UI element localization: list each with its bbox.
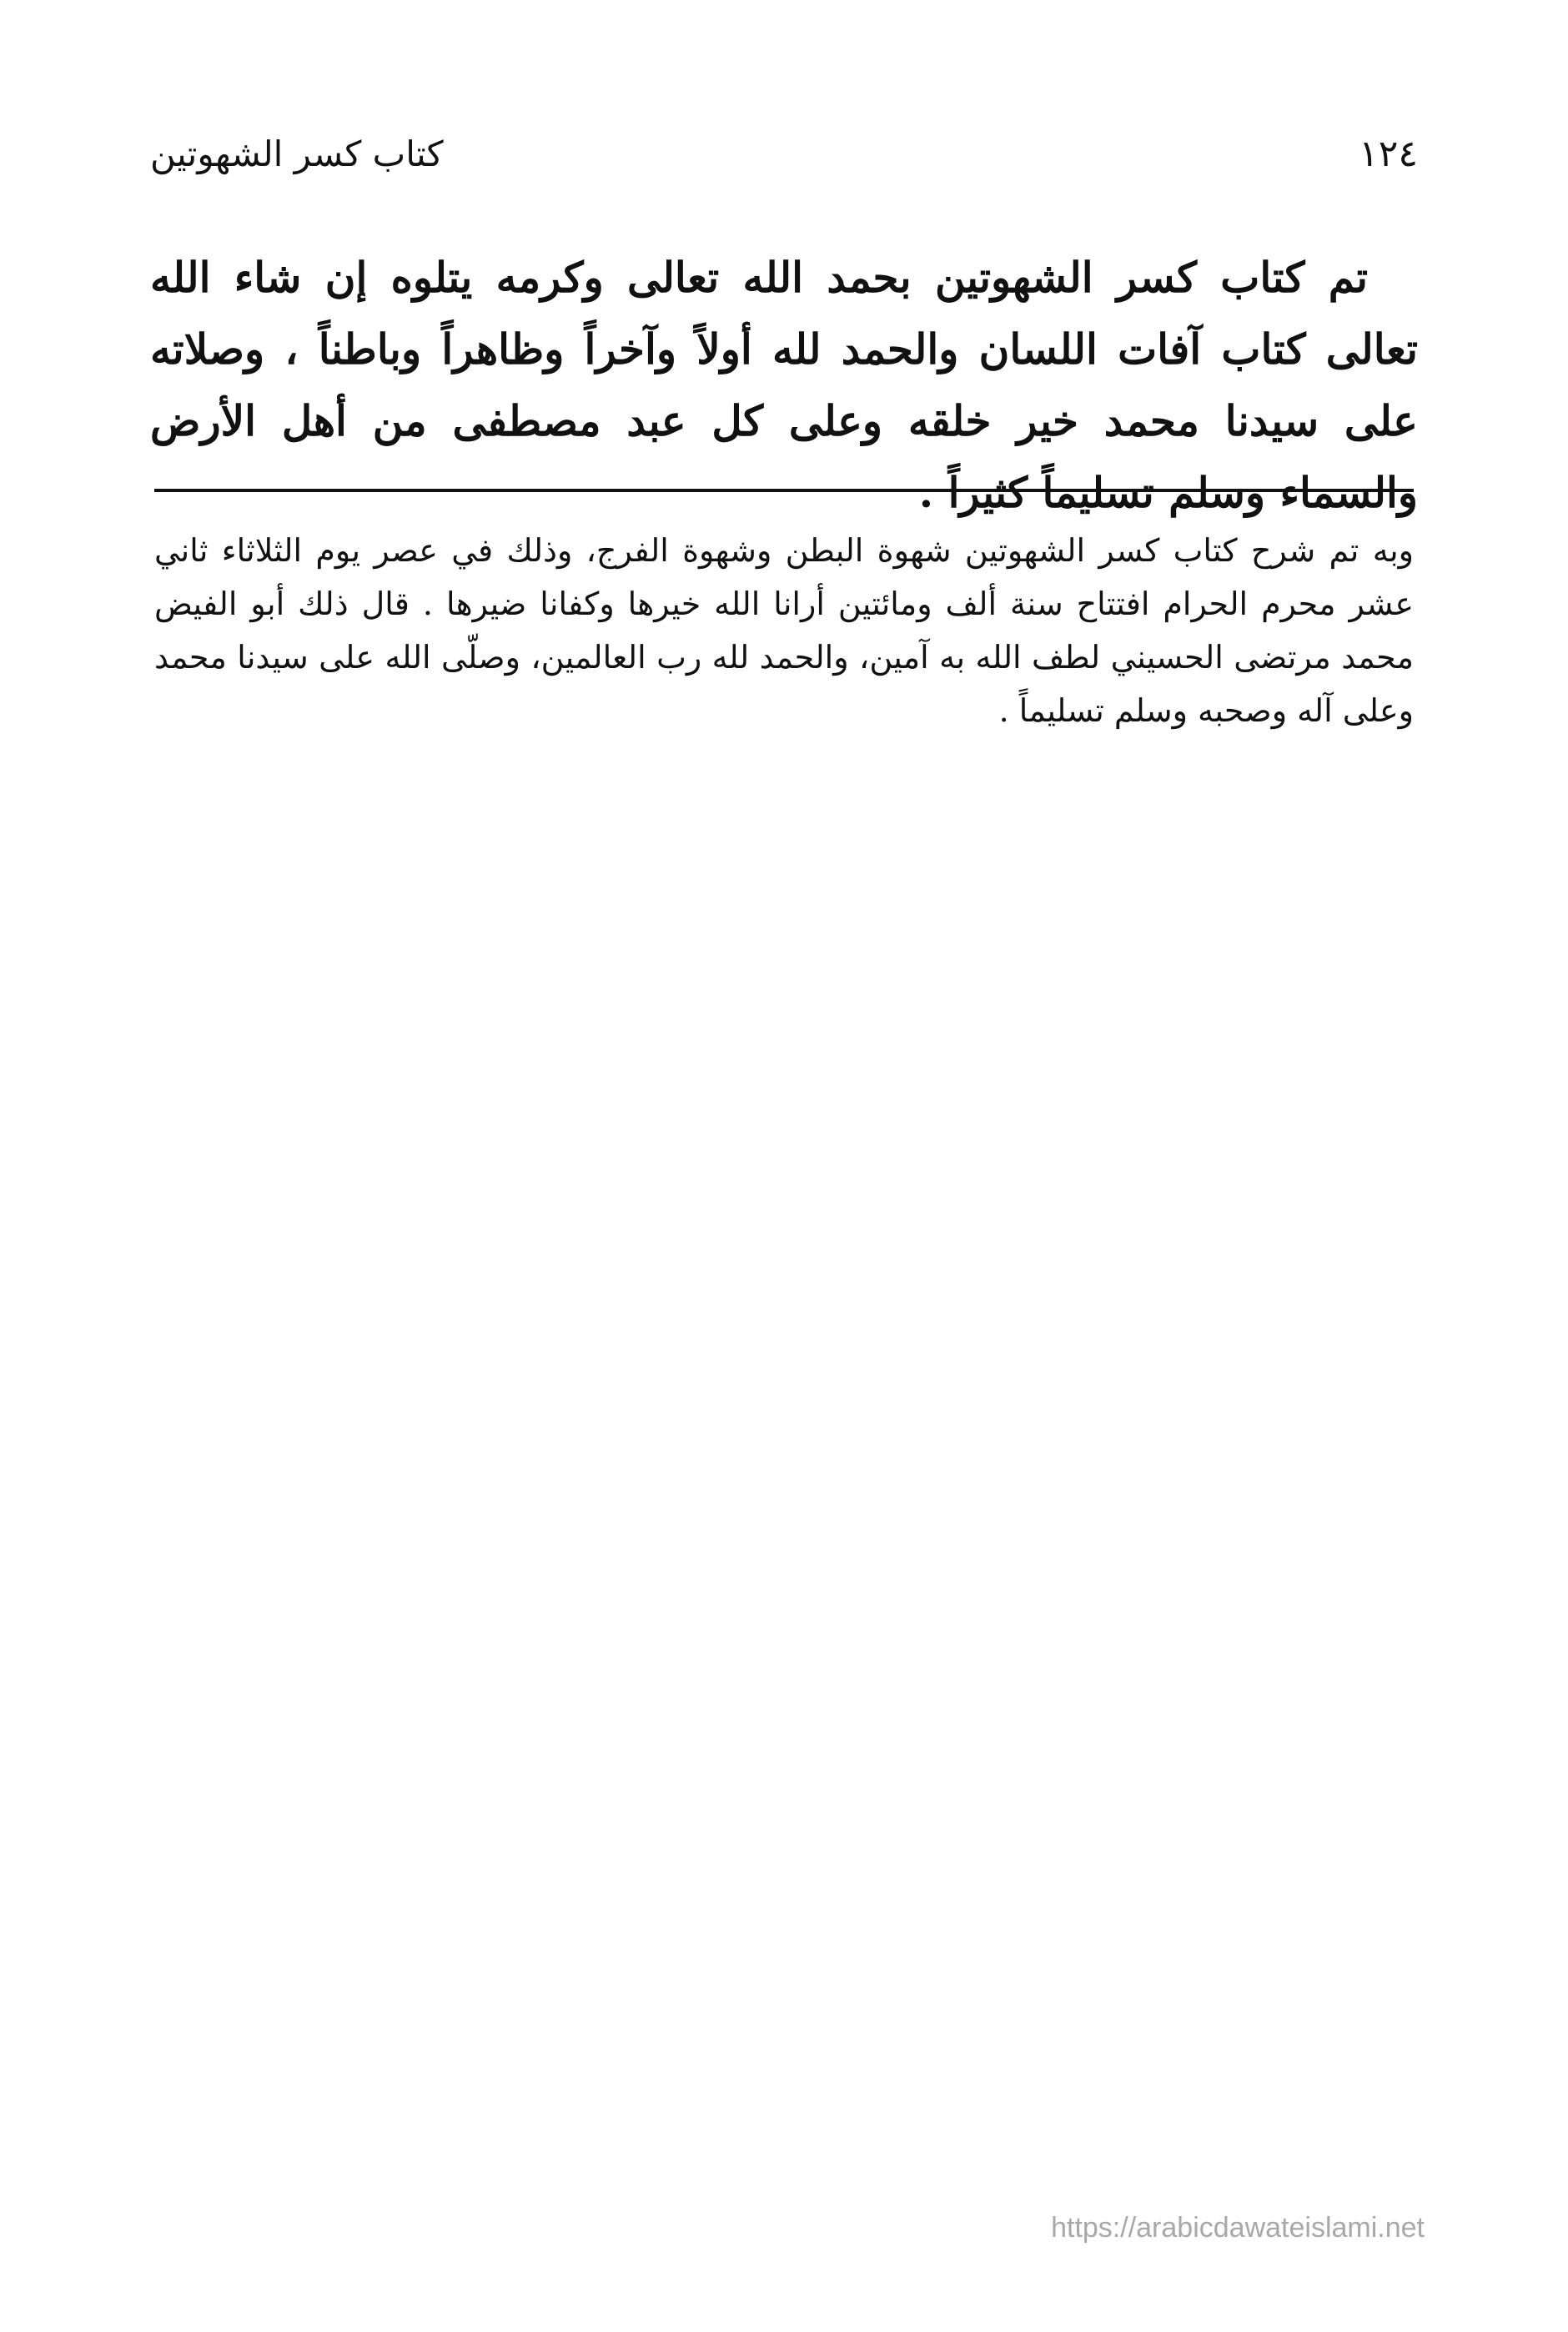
footnote-paragraph: وبه تم شرح كتاب كسر الشهوتين شهوة البطن وشهوة الفرج، وذلك في عصر يوم الثلاثاء ثاني عشر محرم الحرام افتتاح سنة ألف ومائتين أرانا الله خيرها وكفانا ضيرها . قال ذلك أبو الفيض محمد مرتضى الحسيني لطف الله به آمين، والحمد لله رب العالمين، وصلّى الله على سيدنا محمد وعلى آله وصحبه وسلم تسليماً .: [154, 532, 1414, 729]
page-number: ١٢٤: [1359, 133, 1418, 175]
main-paragraph: تم كتاب كسر الشهوتين بحمد الله تعالى وكرمه يتلوه إن شاء الله تعالى كتاب آفات اللسان والحمد لله أولاً وآخراً وظاهراً وباطناً ، وصلاته على سيدنا محمد خير خلقه وعلى كل عبد مصطفى من أهل الأرض والسماء وسلم تسليماً كثيراً .: [150, 253, 1418, 517]
running-title: كتاب كسر الشهوتين: [150, 133, 444, 174]
page-header: [150, 125, 1418, 183]
footnote-block: [154, 524, 1414, 737]
footnote-separator: [154, 489, 1414, 492]
watermark-url: https://arabicdawateislami.net: [1051, 2212, 1425, 2244]
main-text-block: [150, 242, 1418, 529]
